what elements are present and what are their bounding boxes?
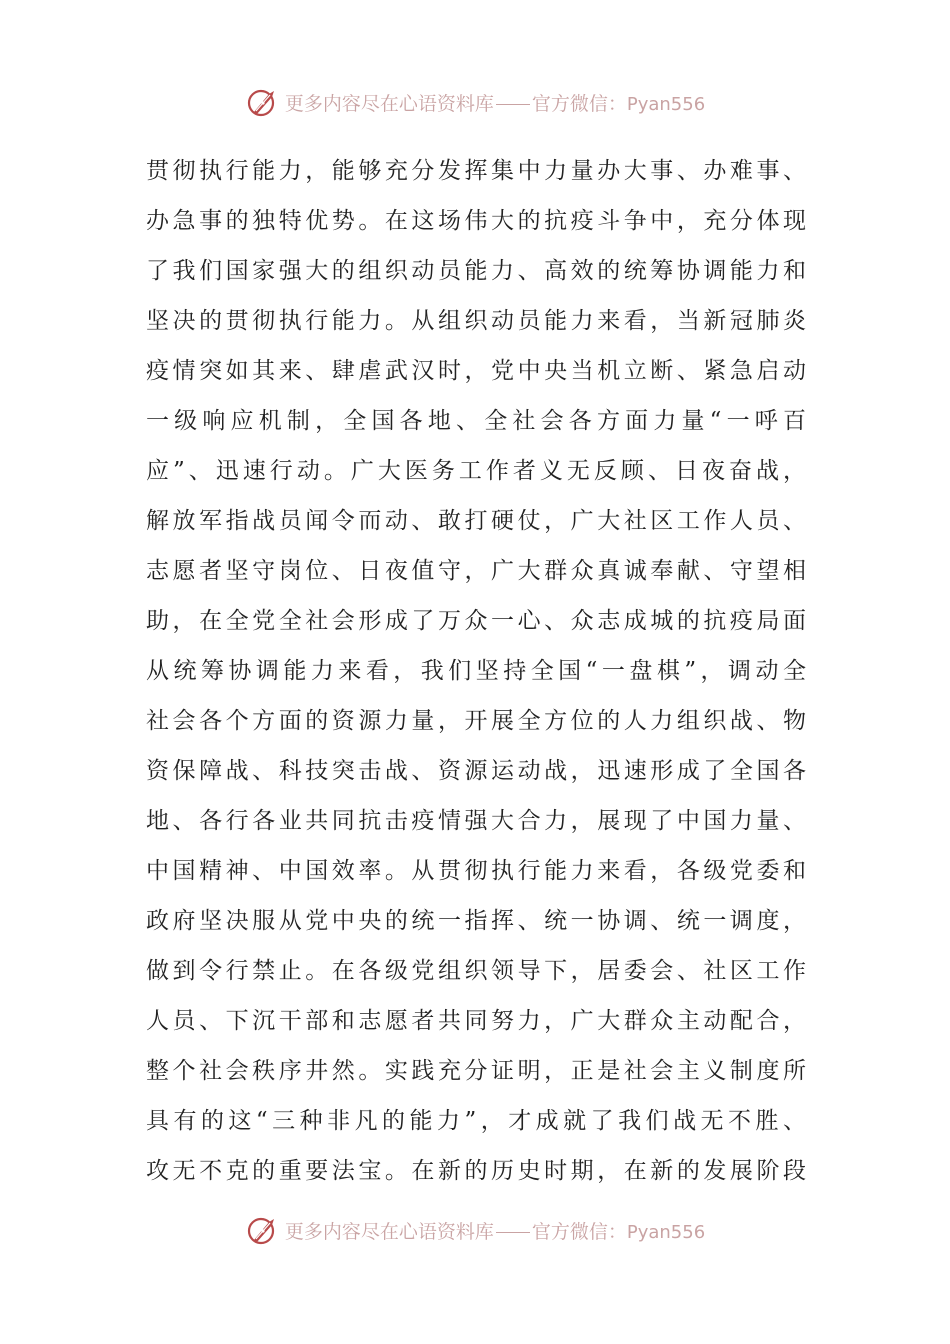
body-line: 应”、迅速行动。广大医务工作者义无反顾、日夜奋战， — [146, 458, 806, 484]
header-watermark — [0, 82, 950, 122]
body-line: 政府坚决服从党中央的统一指挥、统一协调、统一调度， — [146, 908, 806, 934]
document-body — [146, 146, 806, 1196]
watermark-wechat-label: 官方微信： — [531, 92, 627, 115]
body-line: 从统筹协调能力来看，我们坚持全国“一盘棋”，调动全 — [146, 658, 806, 684]
body-line: 办急事的独特优势。在这场伟大的抗疫斗争中，充分体现 — [146, 208, 806, 234]
watermark-wechat-label: 官方微信： — [531, 1220, 627, 1243]
body-line: 人员、下沉干部和志愿者共同努力，广大群众主动配合， — [146, 1008, 806, 1034]
body-line: 做到令行禁止。在各级党组织领导下，居委会、社区工作 — [146, 958, 806, 984]
footer-watermark — [0, 1210, 950, 1250]
watermark-separator — [496, 1232, 530, 1233]
body-line: 整个社会秩序井然。实践充分证明，正是社会主义制度所 — [146, 1058, 806, 1084]
body-line: 助，在全党全社会形成了万众一心、众志成城的抗疫局面 — [146, 608, 806, 634]
watermark-text — [285, 89, 705, 116]
body-line: 资保障战、科技突击战、资源运动战，迅速形成了全国各 — [146, 758, 806, 784]
body-line: 疫情突如其来、肆虐武汉时，党中央当机立断、紧急启动 — [146, 358, 806, 384]
body-line: 了我们国家强大的组织动员能力、高效的统筹协调能力和 — [146, 258, 806, 284]
body-line: 社会各个方面的资源力量，开展全方位的人力组织战、物 — [146, 708, 806, 734]
body-line: 地、各行各业共同抗击疫情强大合力，展现了中国力量、 — [146, 808, 806, 834]
watermark-separator — [496, 104, 530, 105]
watermark-text — [285, 1217, 705, 1244]
watermark-wechat-id: Pyan556 — [626, 1221, 706, 1243]
body-line: 坚决的贯彻执行能力。从组织动员能力来看，当新冠肺炎 — [146, 308, 806, 334]
watermark-site-name: 更多内容尽在心语资料库 — [284, 92, 494, 115]
body-line: 志愿者坚守岗位、日夜值守，广大群众真诚奉献、守望相 — [146, 558, 806, 584]
pen-nib-logo-icon — [245, 1212, 281, 1248]
watermark-site-name: 更多内容尽在心语资料库 — [284, 1220, 494, 1243]
body-line: 攻无不克的重要法宝。在新的历史时期，在新的发展阶段 — [146, 1158, 806, 1184]
body-line: 解放军指战员闻令而动、敢打硬仗，广大社区工作人员、 — [146, 508, 806, 534]
body-line: 具有的这“三种非凡的能力”，才成就了我们战无不胜、 — [146, 1108, 806, 1134]
body-line: 贯彻执行能力，能够充分发挥集中力量办大事、办难事、 — [146, 158, 806, 184]
watermark-wechat-id: Pyan556 — [626, 93, 706, 115]
body-line: 一级响应机制，全国各地、全社会各方面力量“一呼百 — [146, 408, 806, 434]
body-line: 中国精神、中国效率。从贯彻执行能力来看，各级党委和 — [146, 858, 806, 884]
pen-nib-logo-icon — [245, 84, 281, 120]
